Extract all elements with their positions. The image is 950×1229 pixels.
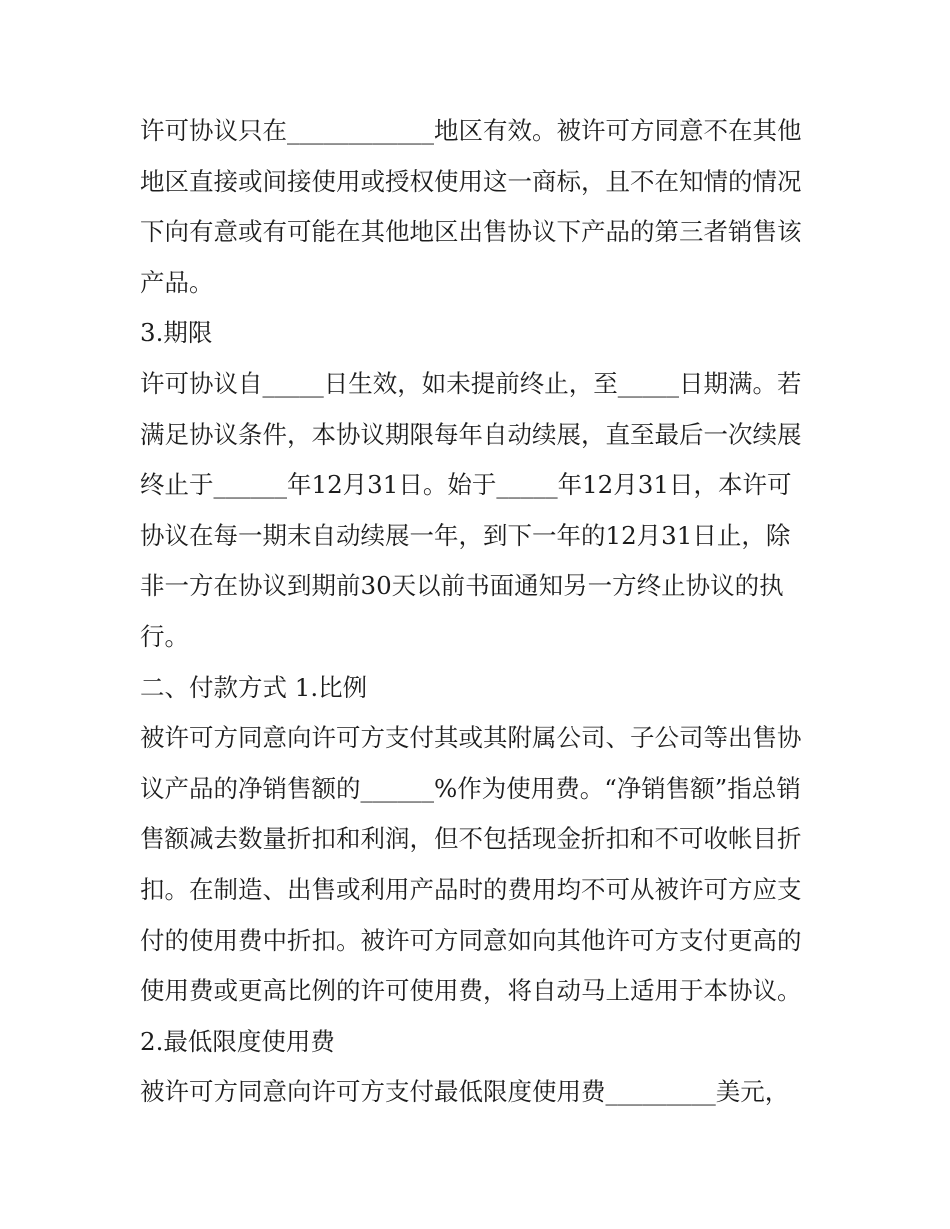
text-line: 协议在每一期末自动续展一年，到下一年的12月31日止，除 <box>140 520 791 550</box>
text-line: 被许可方同意向许可方支付最低限度使用费_________美元， <box>140 1077 790 1107</box>
document-page <box>140 106 820 1118</box>
text-line: 许可协议只在____________地区有效。被许可方同意不在其他 <box>140 116 802 145</box>
section-heading: 3.期限 <box>140 318 213 348</box>
text-line: 行。 <box>140 621 189 651</box>
text-line: 下向有意或有可能在其他地区出售协议下产品的第三者销售该 <box>140 217 802 247</box>
text-line: 满足协议条件，本协议期限每年自动续展，直至最后一次续展 <box>140 419 802 449</box>
section-heading: 2.最低限度使用费 <box>140 1026 335 1056</box>
text-line: 被许可方同意向许可方支付其或其附属公司、子公司等出售协 <box>140 723 802 753</box>
text-line: 售额减去数量折扣和利润，但不包括现金折扣和不可收帐目折 <box>140 824 802 854</box>
text-line: 非一方在协议到期前30天以前书面通知另一方终止协议的执 <box>140 571 784 601</box>
section-heading: 二、付款方式 1.比例 <box>140 672 368 702</box>
text-line: 终止于______年12月31日。始于_____年12月31日，本许可 <box>140 470 792 500</box>
text-line: 付的使用费中折扣。被许可方同意如向其他许可方支付更高的 <box>140 925 802 955</box>
text-line: 产品。 <box>140 267 214 297</box>
text-line: 地区直接或间接使用或授权使用这一商标，且不在知情的情况 <box>140 166 802 196</box>
text-line: 议产品的净销售额的______%作为使用费。“净销售额”指总销 <box>140 773 801 803</box>
text-line: 许可协议自_____日生效，如未提前终止，至_____日期满。若 <box>140 368 802 398</box>
text-line: 扣。在制造、出售或利用产品时的费用均不可从被许可方应支 <box>140 874 802 904</box>
text-line: 使用费或更高比例的许可使用费，将自动马上适用于本协议。 <box>140 976 802 1006</box>
